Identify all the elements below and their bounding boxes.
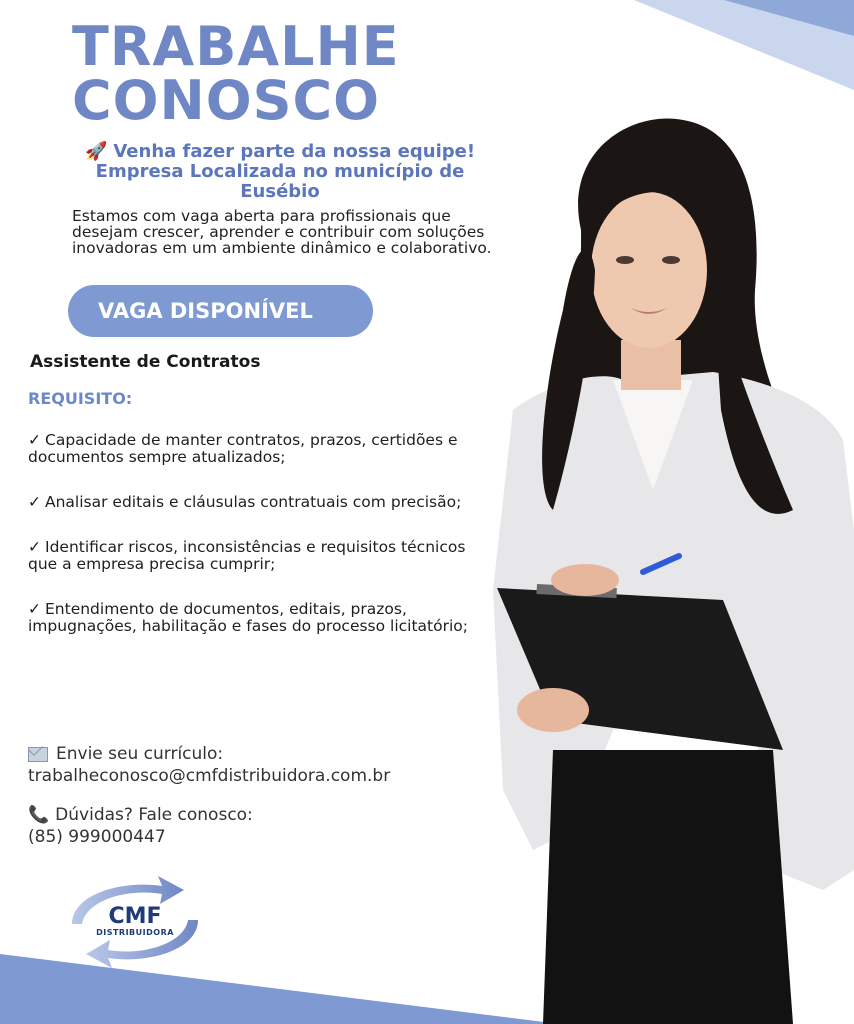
woman-with-clipboard-image — [493, 110, 854, 1024]
phone-label: Dúvidas? Fale conosco: — [55, 805, 253, 825]
page-title — [72, 15, 400, 132]
mail-label: Envie seu currículo: — [56, 744, 224, 764]
subtitle-line-1: Venha fazer parte da nossa equipe! — [113, 141, 476, 162]
email-address[interactable]: trabalheconosco@cmfdistribuidora.com.br — [28, 766, 391, 786]
phone-contact — [28, 804, 508, 848]
check-icon: ✓ — [28, 431, 41, 449]
logo-text — [62, 906, 208, 938]
subtitle-line-3: Eusébio — [240, 181, 320, 202]
requirement-item — [28, 432, 478, 466]
requirements-list — [28, 432, 478, 663]
job-role: Assistente de Contratos — [30, 352, 261, 372]
subtitle — [70, 142, 490, 202]
requirement-item — [28, 494, 478, 511]
requirement-text: Entendimento de documentos, editais, prazos, impugnações, habilitação e fases do processo licitatório; — [28, 600, 469, 635]
requirement-text: Capacidade de manter contratos, prazos, certidões e documentos sempre atualizados; — [28, 431, 458, 466]
logo-name: CMF — [108, 904, 162, 929]
intro-text: Estamos com vaga aberta para profissionais que desejam crescer, aprender e contribuir com soluções inovadoras em um ambiente dinâmico e colaborativo. — [72, 207, 492, 257]
rocket-icon: 🚀 — [84, 141, 108, 162]
check-icon: ✓ — [28, 600, 41, 618]
check-icon: ✓ — [28, 493, 41, 511]
vacancy-badge: VAGA DISPONÍVEL — [68, 285, 373, 337]
logo-subtitle: DISTRIBUIDORA — [96, 928, 174, 937]
subtitle-line-2: Empresa Localizada no município de — [95, 161, 465, 182]
title-line-2: CONOSCO — [72, 69, 381, 132]
requirement-text: Identificar riscos, inconsistências e requisitos técnicos que a empresa precisa cumprir; — [28, 538, 466, 573]
requirement-item — [28, 539, 478, 573]
phone-number[interactable]: (85) 999000447 — [28, 827, 166, 847]
company-logo — [62, 872, 208, 972]
requirement-text: Analisar editais e cláusulas contratuais com precisão; — [45, 493, 462, 511]
requirement-item — [28, 601, 478, 635]
email-contact — [28, 743, 508, 787]
mail-icon — [28, 747, 48, 762]
phone-icon: 📞 — [28, 805, 50, 825]
title-line-1: TRABALHE — [72, 15, 400, 78]
requirements-title: REQUISITO: — [28, 389, 133, 408]
check-icon: ✓ — [28, 538, 41, 556]
